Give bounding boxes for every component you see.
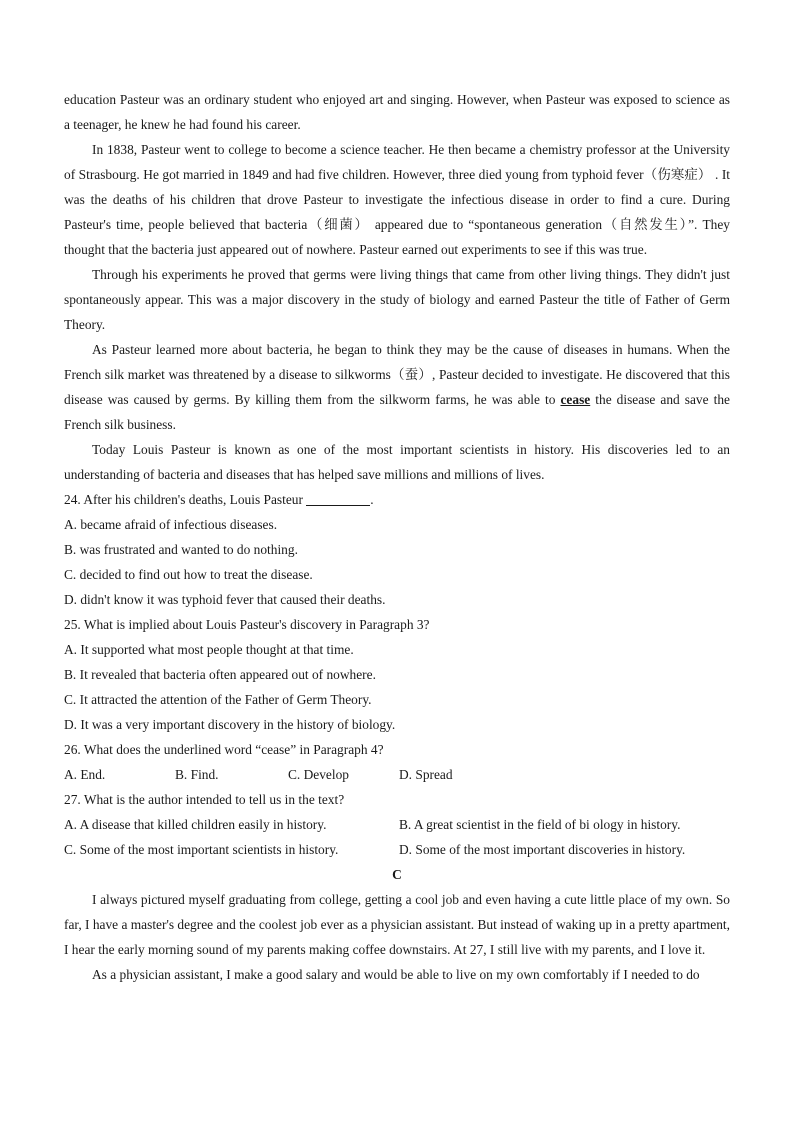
passage-paragraph-4: Today Louis Pasteur is known as one of the most important scientists in history. His discoveries led to an understanding of bacteria and diseases that has helped save millions and millions of lives.: [64, 442, 730, 482]
answer-blank: [306, 491, 370, 506]
option-b: B. Find.: [175, 767, 219, 782]
section-c-paragraph-2: As a physician assistant, I make a good salary and would be able to live on my own comfortably if I needed to do: [92, 967, 700, 982]
option-d: D. It was a very important discovery in the history of biology.: [64, 717, 396, 732]
passage-paragraph-3: [64, 337, 730, 437]
passage-paragraph-0: education Pasteur was an ordinary student who enjoyed art and singing. However, when Pasteur was exposed to science as a teenager, he knew he had found his career.: [64, 92, 730, 132]
question-26: [64, 737, 730, 787]
option-a: A. End.: [64, 767, 106, 782]
option-a: A. became afraid of infectious diseases.: [64, 517, 278, 532]
paragraph-3-text-after: the disease and save the French silk business.: [64, 392, 730, 432]
option-c: C. Some of the most important scientists in history.: [64, 842, 339, 857]
question-25: [64, 612, 730, 737]
paragraph-3-text-before: As Pasteur learned more about bacteria, he began to think they may be the cause of diseases in humans. When the French silk market was threatened by a disease to silkworms（蚕）, Pasteur decided to investigate. He discovered that this disease was caused by germs. By killing them from the silkworm farms, he was able to: [64, 342, 730, 407]
option-b: B. It revealed that bacteria often appeared out of nowhere.: [64, 667, 376, 682]
question-27-options-row-1: [64, 812, 730, 837]
question-26-stem: 26. What does the underlined word “cease” in Paragraph 4?: [64, 742, 384, 757]
document-page: [64, 87, 730, 987]
question-27-options-row-2: [64, 837, 730, 862]
option-d: D. didn't know it was typhoid fever that caused their deaths.: [64, 592, 386, 607]
question-27-stem: 27. What is the author intended to tell us in the text?: [64, 792, 345, 807]
question-24-stem: 24. After his children's deaths, Louis Pasteur .: [64, 492, 374, 507]
option-c: C. It attracted the attention of the Father of Germ Theory.: [64, 692, 372, 707]
passage-paragraph-2: Through his experiments he proved that germs were living things that came from other living things. They didn't just spontaneously appear. This was a major discovery in the study of biology and earned Pasteur the title of Father of Germ Theory.: [64, 267, 730, 332]
question-27: [64, 787, 730, 862]
option-a: A. It supported what most people thought at that time.: [64, 642, 354, 657]
passage-paragraph-1: In 1838, Pasteur went to college to become a science teacher. He then became a chemistry professor at the University of Strasbourg. He got married in 1849 and had five children. However, three died young from typhoid fever（伤寒症） . It was the deaths of his children that drove Pasteur to investigate the infectious disease in order to find a cure. During Pasteur's time, people believed that bacteria（细菌） appeared due to “spontaneous generation（自然发生）”. They thought that the bacteria just appeared out of nowhere. Pasteur earned out experiments to see if this was true.: [64, 142, 730, 257]
option-c: C. decided to find out how to treat the disease.: [64, 567, 313, 582]
option-d: D. Some of the most important discoveries in history.: [399, 842, 686, 857]
underlined-word-cease: cease: [560, 392, 591, 407]
section-heading: C: [392, 867, 402, 882]
option-b: B. was frustrated and wanted to do nothing.: [64, 542, 298, 557]
option-a: A. A disease that killed children easily in history.: [64, 817, 327, 832]
option-d: D. Spread: [399, 767, 453, 782]
option-c: C. Develop: [288, 767, 349, 782]
question-24: [64, 487, 730, 612]
question-26-options: [64, 762, 730, 787]
section-c-paragraph-1: I always pictured myself graduating from college, getting a cool job and even having a cute little place of my own. So far, I have a master's degree and the coolest job ever as a physician assistant. But instead of waking up in a pretty apartment, I hear the early morning sound of my parents making coffee downstairs. At 27, I still live with my parents, and I love it.: [64, 892, 730, 957]
option-b: B. A great scientist in the field of bi ology in history.: [399, 817, 681, 832]
question-25-stem: 25. What is implied about Louis Pasteur's discovery in Paragraph 3?: [64, 617, 430, 632]
